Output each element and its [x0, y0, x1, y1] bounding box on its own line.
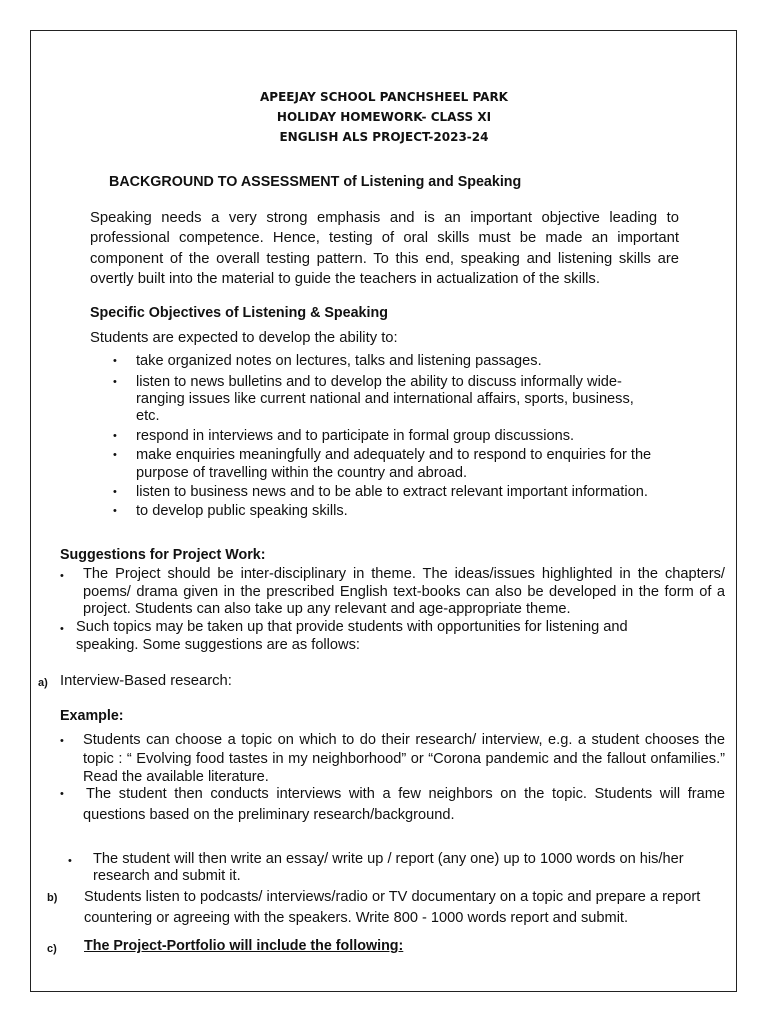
example-item: Students can choose a topic on which to do their research/ interview, e.g. a student chooses the topic : “ Evolving food tastes in my neighborhood” or “Corona pandemic and the fallout onfamilies.” Read the available literature. — [83, 732, 725, 785]
bullet-icon: • — [60, 788, 64, 800]
objective-item: to develop public speaking skills. — [136, 503, 348, 519]
section-a-title: Interview-Based research: — [60, 673, 232, 689]
bullet-icon: • — [60, 735, 64, 747]
background-line: overtly built into the material to guide the teachers in actualization of the skills. — [90, 270, 600, 287]
background-paragraph — [90, 208, 679, 289]
objective-item: listen to news bulletins and to develop the ability to discuss informally wide- ranging issues like current national and international affairs, sports, business, etc. — [136, 374, 634, 424]
example-item: The student then conducts interviews with a few neighbors on the topic. Students will frame questions based on the preliminary research/background. — [83, 786, 725, 823]
bullet-icon: • — [60, 570, 64, 582]
objectives-heading: Specific Objectives of Listening & Speaking — [90, 305, 388, 321]
bullet-icon: • — [68, 855, 72, 867]
background-line: professional competence. Hence, testing of oral skills must be made an important — [90, 230, 679, 247]
bullet-icon: • — [60, 623, 64, 635]
objective-item: take organized notes on lectures, talks and listening passages. — [136, 353, 542, 369]
section-c-title: The Project-Portfolio will include the following: — [84, 938, 404, 954]
project-title: ENGLISH ALS PROJECT-2023-24 — [279, 130, 489, 144]
bullet-icon: • — [113, 449, 117, 461]
homework-title: HOLIDAY HOMEWORK- CLASS XI — [276, 110, 492, 124]
bullet-icon: • — [113, 486, 117, 498]
example-item: The student will then write an essay/ write up / report (any one) up to 1000 words on his/her research and submit it. — [93, 851, 684, 884]
section-c-label: c) — [47, 943, 57, 955]
suggestions-heading: Suggestions for Project Work: — [60, 547, 266, 563]
bullet-icon: • — [113, 505, 117, 517]
suggestion-item: The Project should be inter-disciplinary in theme. The ideas/issues highlighted in the chapters/ poems/ drama given in the prescribed English text-books can also be developed in the form of a project. Students can also take up any relevant and age-appropriate theme. — [83, 566, 725, 617]
school-name: APEEJAY SCHOOL PANCHSHEEL PARK — [260, 90, 508, 104]
section-b-label: b) — [47, 892, 58, 904]
section-a-label: a) — [38, 677, 48, 689]
background-heading: BACKGROUND TO ASSESSMENT of Listening and Speaking — [109, 174, 522, 190]
example-heading: Example: — [60, 708, 124, 724]
objective-item: make enquiries meaningfully and adequately and to respond to enquiries for the purpose of travelling within the country and abroad. — [136, 447, 652, 481]
bullet-icon: • — [113, 430, 117, 442]
background-line: component of the overall testing pattern. To this end, speaking and listening skills are — [90, 250, 679, 267]
background-line: Speaking needs a very strong emphasis and is an important objective leading to — [90, 210, 679, 226]
bullet-icon: • — [113, 376, 117, 388]
objectives-intro: Students are expected to develop the ability to: — [90, 330, 398, 346]
bullet-icon: • — [113, 355, 117, 367]
objective-item: respond in interviews and to participate in formal group discussions. — [136, 428, 575, 444]
suggestion-item: Such topics may be taken up that provide students with opportunities for listening and speaking. Some suggestions are as follows: — [76, 619, 628, 653]
section-b-text: Students listen to podcasts/ interviews/radio or TV documentary on a topic and prepare a report countering or agreeing with the speakers. Write 800 - 1000 words report and submit. — [84, 889, 701, 926]
objective-item: listen to business news and to be able to extract relevant important information. — [136, 484, 648, 500]
